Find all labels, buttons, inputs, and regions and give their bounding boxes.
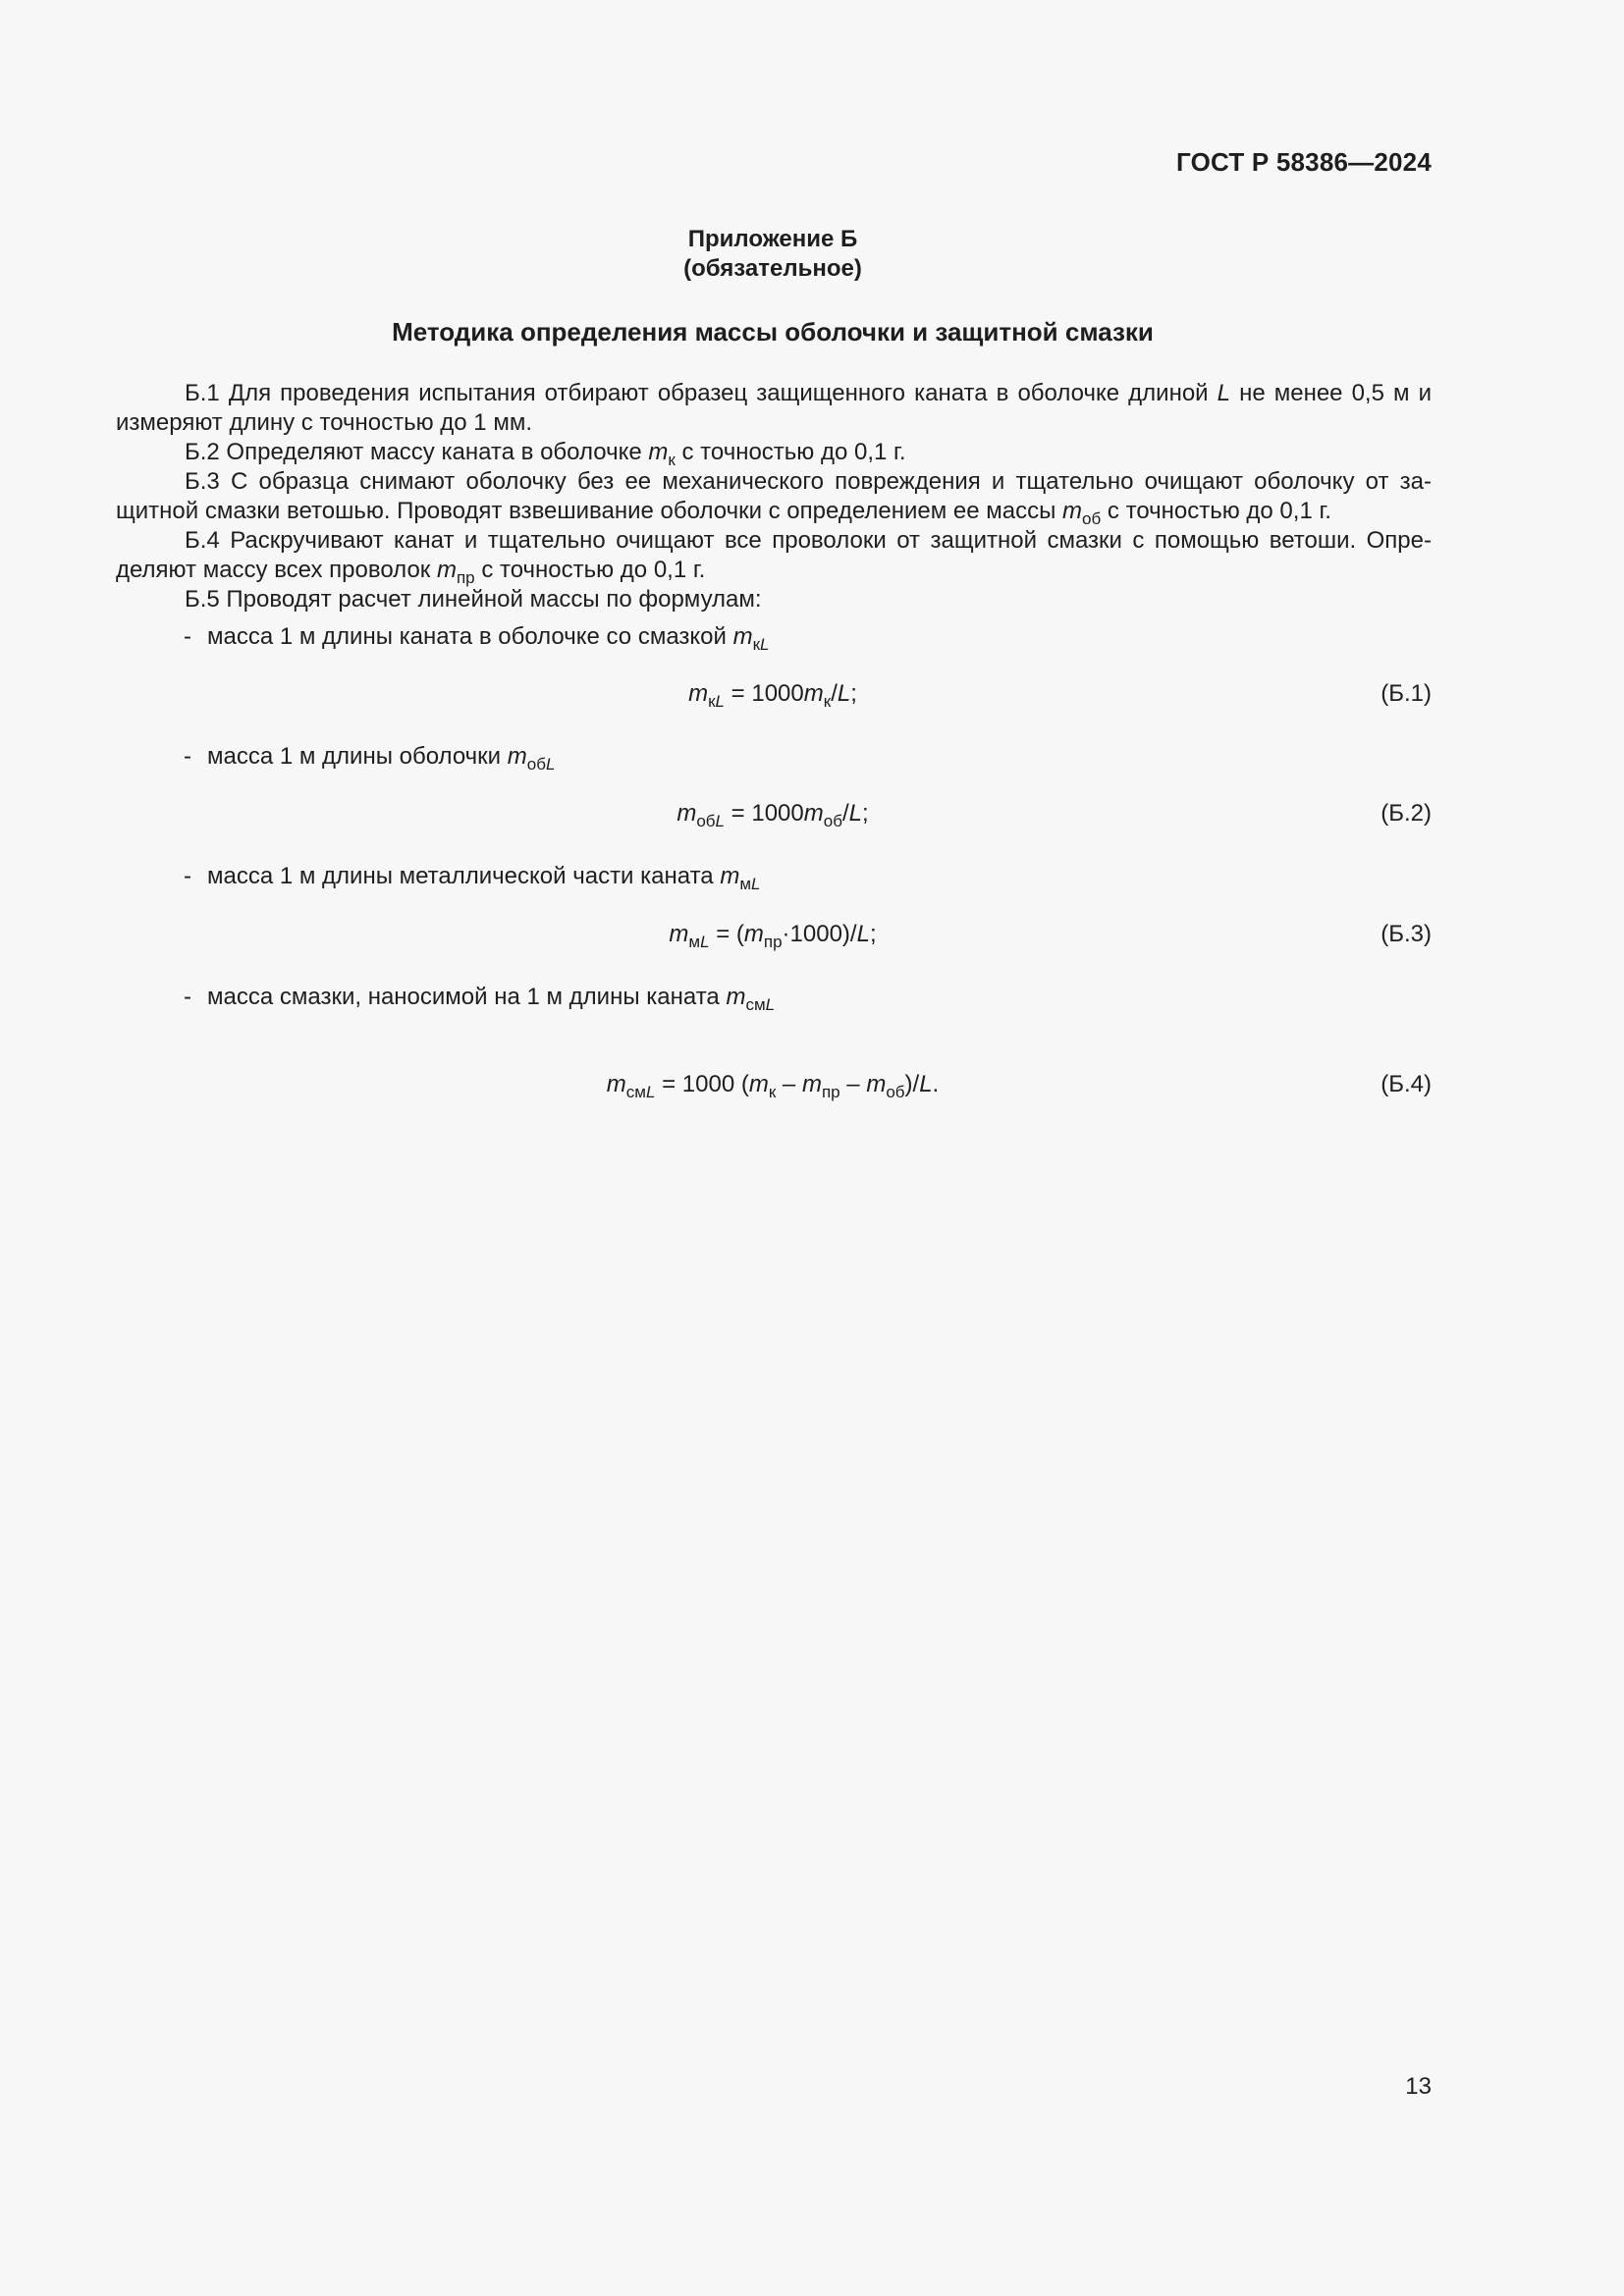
formula-number: (Б.3) [1380, 921, 1432, 947]
paragraph-b5: Б.5 Проводят расчет линейной массы по формулам: [185, 586, 762, 613]
paragraph-b3: Б.3 С образца снимают оболочку без ее механического повреждения и тщательно очищают оболочку от за-щитной смазки ветошью. Проводят взвешивание оболочки с определением ее массы $m_{об}$ с точностью до 0,1 г. [116, 468, 1432, 528]
formula-b2: $m_{обL} = 1000m_{об}/L$; [677, 800, 869, 830]
formula-number: (Б.1) [1380, 680, 1432, 707]
formula-b1: $m_{кL} = 1000m_к/L$; [688, 680, 857, 711]
paragraph-b4: Б.4 Раскручивают канат и тщательно очищают все проволоки от защитной смазки с помощью ветоши. Опре-деляют массу всех проволок $m_{пр}$ с точностью до 0,1 г. [116, 527, 1432, 587]
formula-b4: $m_{смL} = 1000$ $(m_к - m_{пр} - m_{об})/L$. [606, 1071, 940, 1101]
appendix-status: (обязательное) [683, 255, 862, 282]
list-item: - масса смазки, наносимой на 1 м длины каната $m_{смL}$ [184, 984, 776, 1014]
appendix-title: Приложение Б [687, 226, 858, 252]
section-title: Методика определения массы оболочки и защитной смазки [392, 317, 1154, 347]
paragraph-b1: Б.1 Для проведения испытания отбирают образец защищенного каната в оболочке длиной L не менее 0,5 м и измеряют длину с точностью до 1 мм. [116, 380, 1432, 436]
formula-number: (Б.4) [1380, 1071, 1432, 1097]
page-number: 13 [1405, 2073, 1432, 2100]
paragraph-b2: Б.2 Определяют массу каната в оболочке $m_к$ с точностью до 0,1 г. [185, 439, 906, 469]
list-item: - масса 1 м длины оболочки $m_{обL}$ [184, 743, 556, 774]
formula-b3: $m_{мL} = (m_{пр}\cdot 1000)/L$; [669, 921, 877, 951]
body-text [116, 379, 1432, 614]
list-item: - масса 1 м длины каната в оболочке со смазкой $m_{кL}$ [184, 623, 770, 654]
formula-number: (Б.2) [1380, 800, 1432, 827]
list-item: - масса 1 м длины металлической части каната $m_{мL}$ [184, 863, 761, 893]
document-code: ГОСТ Р 58386—2024 [1176, 147, 1432, 177]
appendix-heading [0, 225, 1545, 284]
